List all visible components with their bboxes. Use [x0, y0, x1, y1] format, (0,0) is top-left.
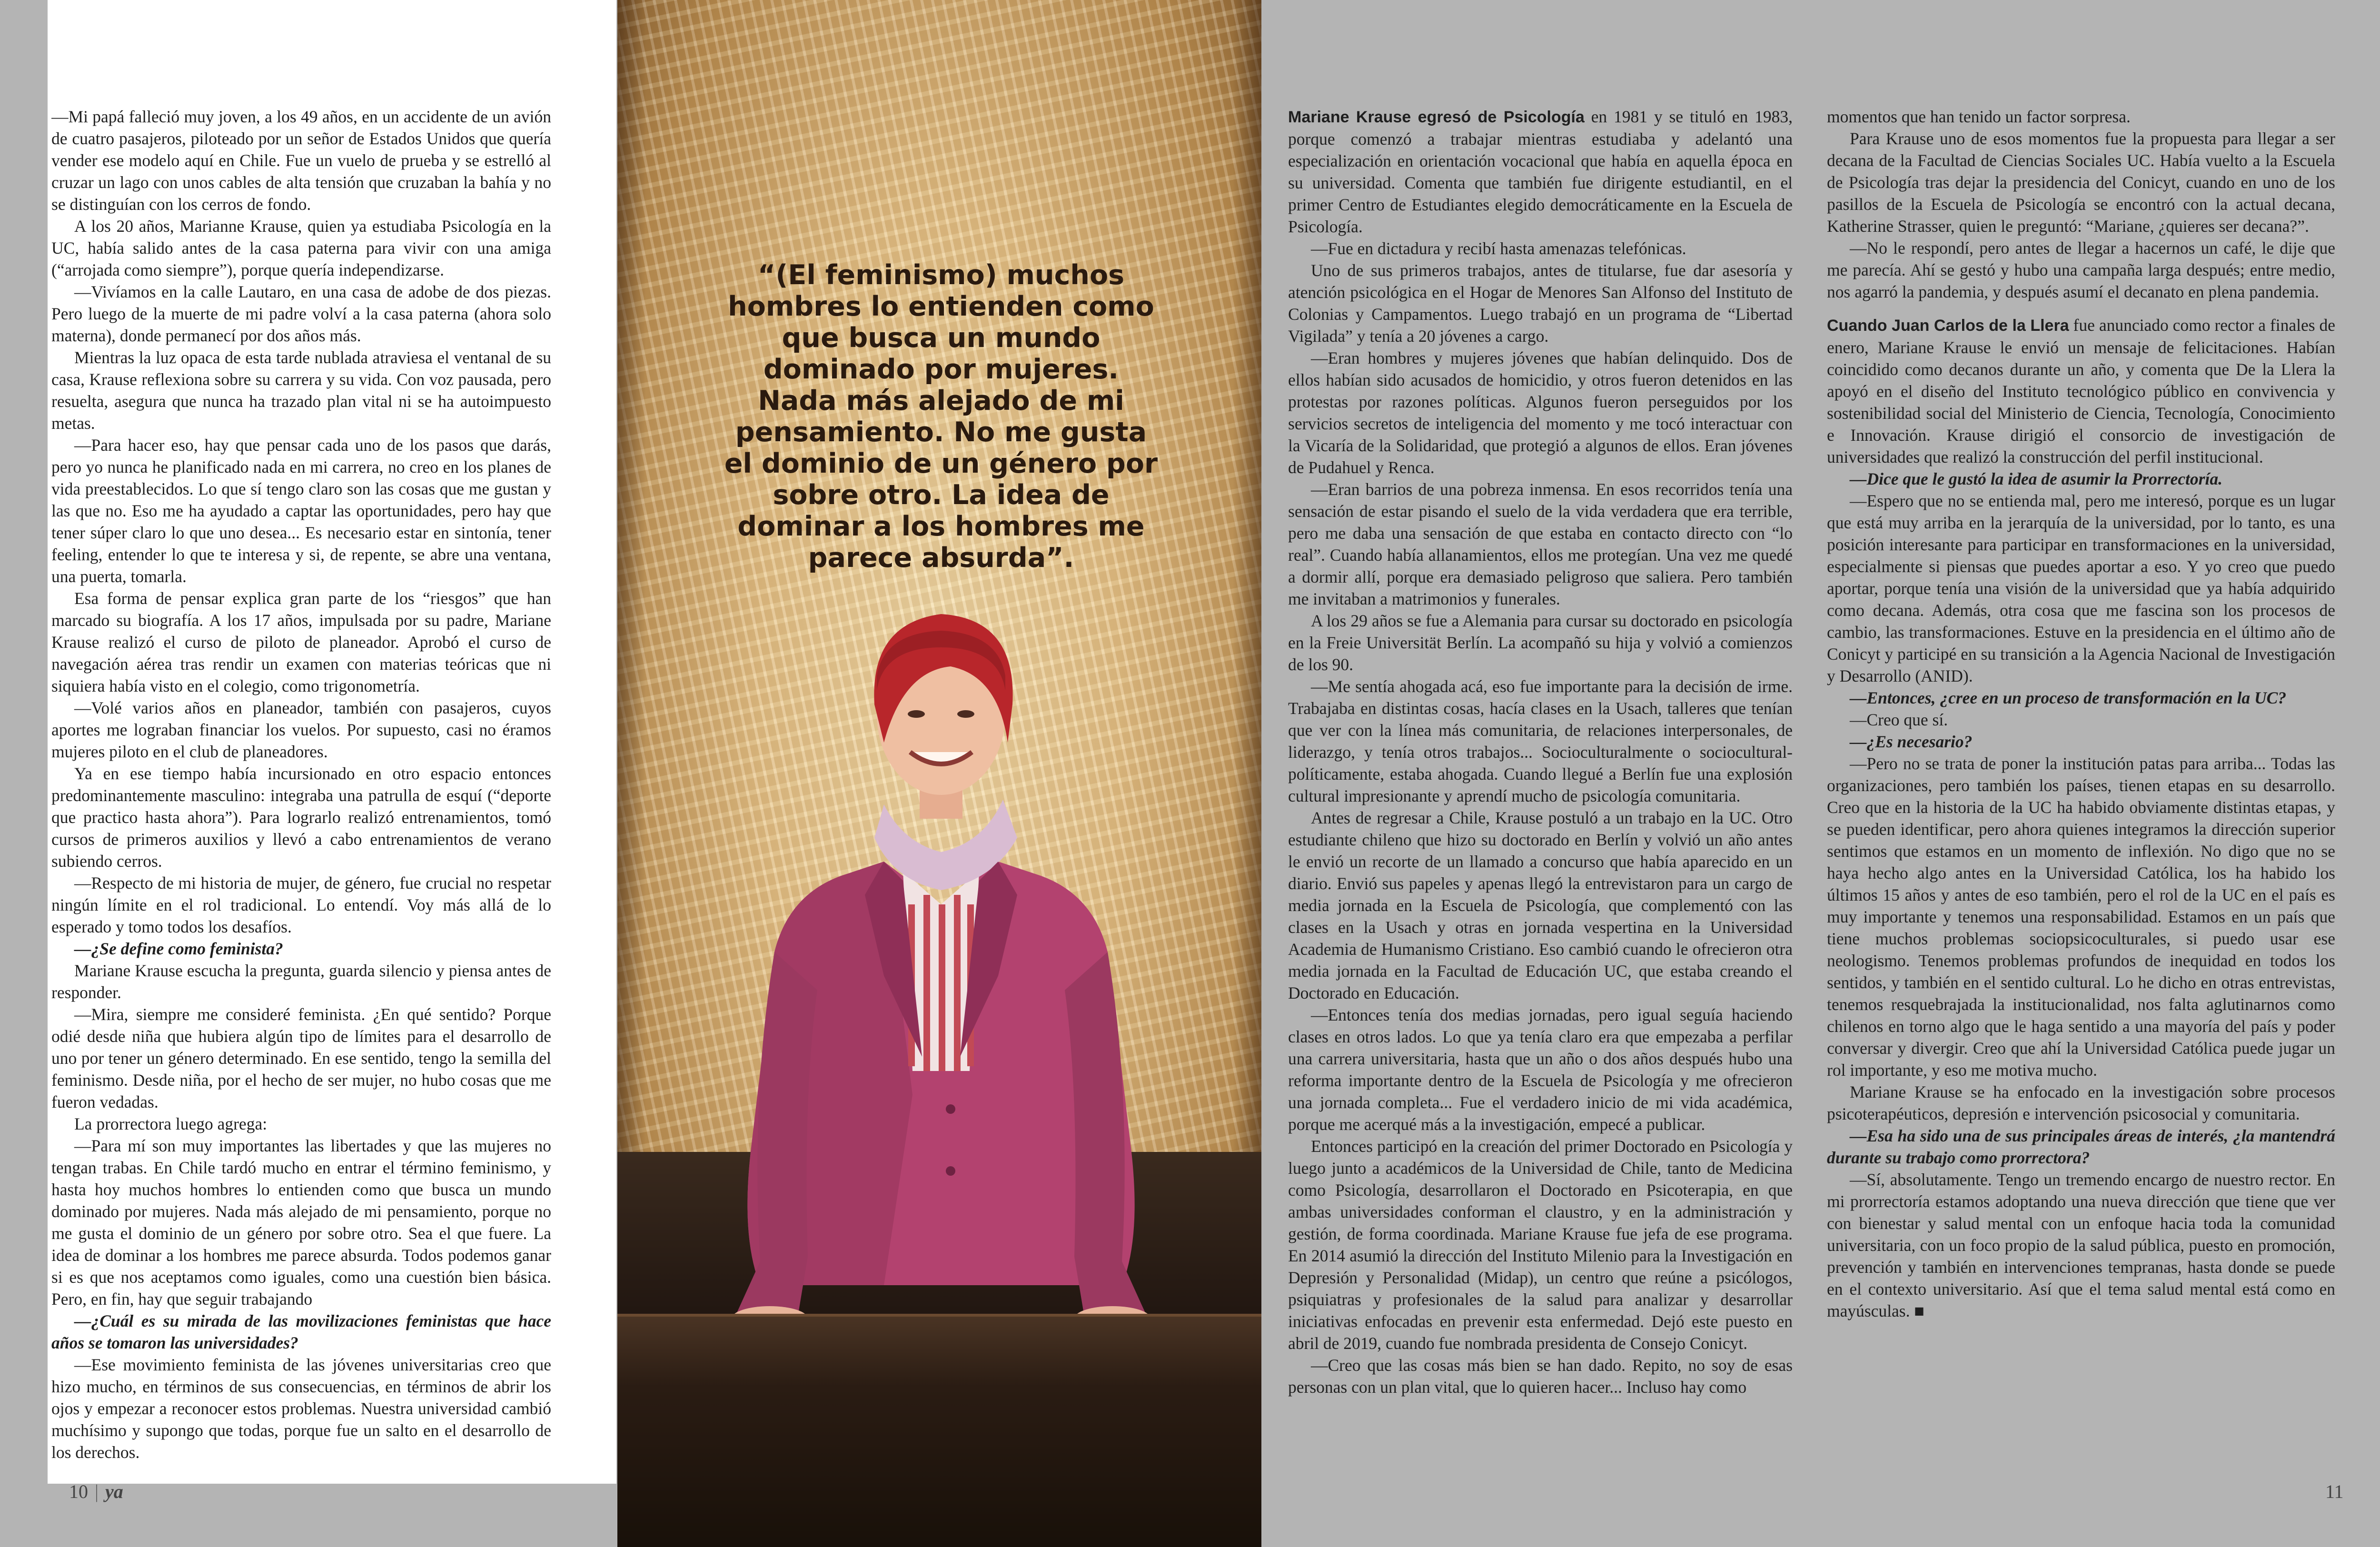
article-column-3	[1288, 106, 1793, 1467]
lead-text: en 1981 y se tituló en 1983, porque comenzó a trabajar mientras estudiaba y adelantó una especialización en orientación vocacional que había en aquella época en su universidad. Comenta que también fue dirigente estudiantil, en el primer Centro de Estudiantes elegido democráticamente en la Escuela de Psicología.	[1288, 107, 1793, 236]
interview-question: —¿Se define como feminista?	[74, 939, 283, 958]
paragraph: Mientras la luz opaca de esta tarde nublada atraviesa el ventanal de su casa, Krause reflexiona sobre su carrera y su vida. Con voz pausada, pero resuelta, asegura que nunca ha trazado plan vital ni se ha autoimpuesto metas.	[51, 348, 551, 433]
paragraph: A los 29 años se fue a Alemania para cursar su doctorado en psicología en la Freie Universität Berlín. La acompañó su hija y volvió a comienzos de los 90.	[1288, 611, 1793, 674]
paragraph: —Espero que no se entienda mal, pero me interesó, porque es un lugar que está muy arriba en la jerarquía de la universidad, por lo tanto, es una posición interesante para participar en transformaciones en la universidad, especialmente si piensas que puedes aportar a eso. Y yo creo que puedo aportar, porque tenía una visión de la universidad que ya había adquirido como decana. Además, otra cosa que me fascina son los procesos de cambio, las transformaciones. Estuve en la presidencia en el último año de Conicyt y participé en su transición a la Agencia Nacional de Investigación y Desarrollo (ANID).	[1827, 491, 2335, 685]
paragraph: Uno de sus primeros trabajos, antes de titularse, fue dar asesoría y atención psicológica en el Hogar de Menores San Alfonso del Instituto de Colonias y Campamentos. Luego trabajó en un programa de “Libertad Vigilada” y tenía a 20 jóvenes a cargo.	[1288, 261, 1793, 346]
paragraph: —Volé varios años en planeador, también con pasajeros, cuyos aportes me lograban financiar los vuelos. Por supuesto, casi no éramos mujeres piloto en el club de planeadores.	[51, 698, 551, 761]
paragraph: —Creo que las cosas más bien se han dado. Repito, no soy de esas personas con un plan vital, que lo quieren hacer... Incluso hay como	[1288, 1356, 1793, 1397]
paragraph: Ya en ese tiempo había incursionado en otro espacio entonces predominantemente masculino: integraba una patrulla de esquí (“deporte que practico hasta ahora”). Para lograrlo realizó entrenamientos, tomó cursos de primeros auxilios y llevó a cabo entrenamientos de verano subiendo cerros.	[51, 764, 551, 871]
paragraph: —Sí, absolutamente. Tengo un tremendo encargo de nuestro rector. En mi prorrectoría estamos adoptando una nueva dirección que tiene que ver con bienestar y salud mental con un enfoque hacia toda la comunidad universitaria, con un foco propio de la salud pública, puesto en promoción, prevención y también en intervenciones tempranas, hasta donde se puede en el contexto universitario. Así que el tema salud mental está como en mayúsculas. ■	[1827, 1170, 2335, 1320]
paragraph: —Mira, siempre me consideré feminista. ¿En qué sentido? Porque odié desde niña que hubiera algún tipo de límites para el desarrollo de uno por tener un género determinado. En ese sentido, tengo la semilla del feminismo. Desde niña, por el hecho de ser mujer, no hubo cosas que me fueron vedadas.	[51, 1005, 551, 1111]
folio-separator: |	[95, 1481, 99, 1502]
paragraph: —No le respondí, pero antes de llegar a hacernos un café, le dije que me parecía. Ahí se gestó y hubo una campaña larga después; entre medio, nos agarró la pandemia, y después asumí el decanato en plena pandemia.	[1827, 238, 2335, 301]
paragraph: momentos que han tenido un factor sorpresa.	[1827, 107, 2131, 126]
paragraph: —Me sentía ahogada acá, eso fue importante para la decisión de irme. Trabajaba en distintas cosas, hacía clases en la Usach, talleres que tenían que ver con la línea más comunitaria, de relaciones interpersonales, de liderazgo, y tenía otros trabajos... Socioculturalmente o sociocultural-políticamente, estaba ahogada. Cuando llegué a Berlín fue una explosión cultural impresionante y aprendí mucho de psicología comunitaria.	[1288, 677, 1793, 805]
paragraph: —Para hacer eso, hay que pensar cada uno de los pasos que darás, pero yo nunca he planificado nada en mi carrera, no creo en los planes de vida preestablecidos. Lo que sí tengo claro son las cosas que me gustan y las que no. Eso me ha ayudado a captar las oportunidades, pero hay que tener súper claro lo que uno desea... Es necesario estar en sintonía, tener feeling, entender lo que te interesa y si, de repente, se abre una ventana, una puerta, tomarla.	[51, 436, 551, 586]
magazine-logo: ya	[105, 1481, 123, 1502]
page-number-left	[69, 1480, 123, 1503]
interview-question: —Entonces, ¿cree en un proceso de transformación en la UC?	[1850, 688, 2287, 707]
paragraph: —Vivíamos en la calle Lautaro, en una casa de adobe de dos piezas. Pero luego de la muerte de mi padre volví a la casa paterna (ahora solo materna), donde permanecí por dos años más.	[51, 282, 551, 345]
paragraph: La prorrectora luego agrega:	[74, 1114, 268, 1133]
section-lead: Mariane Krause egresó de Psicología	[1288, 108, 1585, 126]
interview-question: —¿Es necesario?	[1850, 732, 1973, 751]
paragraph: —Ese movimiento feminista de las jóvenes universitarias creo que hizo mucho, en términos de sus consecuencias, en términos de abrir los ojos y empezar a reconocer estos problemas. Nuestra universidad cambió muchísimo y supongo que todas, porque fue un salto en el desarrollo de los derechos.	[51, 1355, 551, 1462]
article-column-4	[1827, 106, 2335, 1467]
paragraph: —Fue en dictadura y recibí hasta amenazas telefónicas.	[1311, 239, 1686, 258]
interview-question: —Dice que le gustó la idea de asumir la Prorrectoría.	[1850, 469, 2222, 488]
paragraph: —Para mí son muy importantes las libertades y que las mujeres no tengan trabas. En Chile tardó mucho en entrar el término feminismo, y hasta hoy muchos hombres lo entienden como que busca un mundo dominado por mujeres. Nada más alejado de mi pensamiento, porque no me gusta el dominio de un género por sobre otro. Sea el que fuere. La idea de dominar a los hombres me parece absurda. Todos podemos ganar si es que nos aceptamos como iguales, como una cuestión bien básica. Pero, en fin, hay que seguir trabajando	[51, 1136, 551, 1309]
paragraph	[1827, 314, 2335, 468]
interview-question: —¿Cuál es su mirada de las movilizaciones feministas que hace años se tomaron las universidades?	[51, 1311, 551, 1352]
portrait-photo	[617, 0, 1261, 1547]
page-number-right: 11	[2325, 1481, 2344, 1502]
paragraph: —Eran barrios de una pobreza inmensa. En esos recorridos tenía una sensación de estar pisando el suelo de la vida verdadera que era terrible, pero me daba una sensación de que estaba en contacto directo con “lo real”. Cuando había allanamientos, ellos me protegían. Una vez me quedé a dormir allí, porque era demasiado peligroso que saliera. Pero también me invitaban a matrimonios y funerales.	[1288, 480, 1793, 608]
paragraph: A los 20 años, Marianne Krause, quien ya estudiaba Psicología en la UC, había salido antes de la casa paterna para vivir con una amiga (“arrojada como siempre”), porque quería independizarse.	[51, 217, 551, 279]
pull-quote: “(El feminismo) muchos hombres lo entienden como que busca un mundo dominado por mujeres. Nada más alejado de mi pensamiento. No me gusta el dominio de un género por sobre otro. La idea de dominar a los hombres me parece absurda”.	[724, 259, 1158, 574]
paragraph: —Respecto de mi historia de mujer, de género, fue crucial no respetar ningún límite en el rol tradicional. Lo entendí. Voy más allá de lo esperado y tomo todos los desafíos.	[51, 873, 551, 936]
paragraph: Entonces participó en la creación del primer Doctorado en Psicología y luego junto a académicos de la Universidad de Chile, tanto de Medicina como Psicología, desarrollaron el Doctorado en Psicoterapia, en que ambas universidades conforman el claustro, y en la administración y gestión, de forma coordinada. Mariane Krause fue jefa de ese programa. En 2014 asumió la dirección del Instituto Milenio para la Investigación en Depresión y Personalidad (Midap), un centro que reúne a psicólogos, psiquiatras y profesionales de la salud para analizar y desarrollar iniciativas enfocadas en prevenir esta enfermedad. Dejó este puesto en abril de 2019, cuando fue nombrada presidenta de Consejo Conicyt.	[1288, 1137, 1793, 1353]
section-lead: Cuando Juan Carlos de la Llera	[1827, 317, 2069, 335]
paragraph: Mariane Krause escucha la pregunta, guarda silencio y piensa antes de responder.	[51, 961, 551, 1002]
paragraph: —Pero no se trata de poner la institución patas para arriba... Todas las organizaciones, pero también los países, tienen etapas en su desarrollo. Creo que en la historia de la UC ha habido obviamente distintas etapas, y se pueden identificar, pero ahora quienes integramos la dirección superior sentimos que estamos en un momento de inflexión. No digo que no se haya hecho algo antes en la Universidad Católica, los ha habido los últimos 15 años y antes de eso también, pero el rol de la UC en el país es muy importante y tenemos una responsabilidad. Estamos en un país que tiene muchos problemas sociopsicoculturales, si puedo usar ese neologismo. Tenemos problemas profundos de inequidad en todos los sentidos, y también en el sentido cultural. Lo he dicho en otras entrevistas, tenemos resquebrajada la institucionalidad, nos falta aglutinarnos como chilenos en torno algo que le haga sentido a una mayoría del país y poder conversar y divergir. Creo que ahí la Universidad Católica puede jugar un rol importante, y eso me motiva mucho.	[1827, 754, 2335, 1080]
paragraph	[1288, 106, 1793, 238]
paragraph: Esa forma de pensar explica gran parte de los “riesgos” que han marcado su biografía. A los 17 años, impulsada por su padre, Mariane Krause realizó el curso de piloto de planeador. Aprobó el curso de navegación aérea tras rendir un examen con materias teóricas que ni siquiera había visto en el colegio, como trigonometría.	[51, 589, 551, 695]
paragraph: Para Krause uno de esos momentos fue la propuesta para llegar a ser decana de la Facultad de Ciencias Sociales UC. Había vuelto a la Escuela de Psicología tras dejar la presidencia del Conicyt, cuando en uno de los pasillos de la Escuela de Psicología se encontró con la actual decana, Katherine Strasser, quien le preguntó: “Mariane, ¿quieres ser decana?”.	[1827, 129, 2335, 236]
paragraph: Mariane Krause se ha enfocado en la investigación sobre procesos psicoterapéuticos, depresión e intervención psicosocial y comunitaria.	[1827, 1082, 2335, 1123]
page-number: 10	[69, 1481, 88, 1502]
article-column-1	[51, 106, 551, 1467]
lead-text: fue anunciado como rector a finales de enero, Mariane Krause le envió un mensaje de felicitaciones. Habían coincidido como decanos durante un año, y comenta que De la Llera la apoyó en el diseño del Instituto tecnológico público en convivencia y sostenibilidad social del Ministerio de Ciencia, Tecnología, Conocimiento e Innovación. Krause dirigió el consorcio de investigación de universidades que realizó la construcción del perfil institucional.	[1827, 316, 2335, 466]
paragraph: Antes de regresar a Chile, Krause postuló a un trabajo en la UC. Otro estudiante chileno que hizo su doctorado en Berlín y volvió un año antes le envió un recorte de un llamado a concurso que había aparecido en un diario. Envió sus papeles y apenas llegó la entrevistaron para un cargo de media jornada en la Escuela de Psicología, que complementó con las clases en la Usach y otras en jornada vespertina en la Universidad Academia de Humanismo Cristiano. Eso cambió cuando le ofrecieron otra media jornada en la Facultad de Educación UC, que estaba creando el Doctorado en Educación.	[1288, 808, 1793, 1002]
interview-question: —Esa ha sido una de sus principales áreas de interés, ¿la mantendrá durante su trabajo como prorrectora?	[1827, 1126, 2335, 1167]
paragraph: —Mi papá falleció muy joven, a los 49 años, en un accidente de un avión de cuatro pasajeros, piloteado por un señor de Estados Unidos que quería vender ese modelo aquí en Chile. Fue un vuelo de prueba y se estrelló al cruzar un lago con unos cables de alta tensión que cruzaban la bahía y no se distinguían con los cerros de fondo.	[51, 107, 551, 214]
wooden-desk	[617, 1314, 1261, 1547]
paragraph: —Creo que sí.	[1850, 710, 1948, 729]
paragraph: —Entonces tenía dos medias jornadas, pero igual seguía haciendo clases en otros lados. Lo que ya tenía claro era que empezaba a perfilar una carrera universitaria, hasta que un año o dos años después hubo una reforma importante dentro de la Escuela de Psicología y me ofrecieron una jornada completa... Fue el verdadero inicio de mi vida académica, porque me acerqué más a la investigación, empecé a publicar.	[1288, 1005, 1793, 1134]
paragraph: —Eran hombres y mujeres jóvenes que habían delinquido. Dos de ellos habían sido acusados de homicidio, y otros fueron detenidos en las protestas por razones políticas. Algunos fueron perseguidos por los servicios secretos de inteligencia del momento y me tocó interactuar con la Vicaría de la Solidaridad, que protegió a algunos de ellos. Eran jóvenes de Pudahuel y Renca.	[1288, 348, 1793, 477]
